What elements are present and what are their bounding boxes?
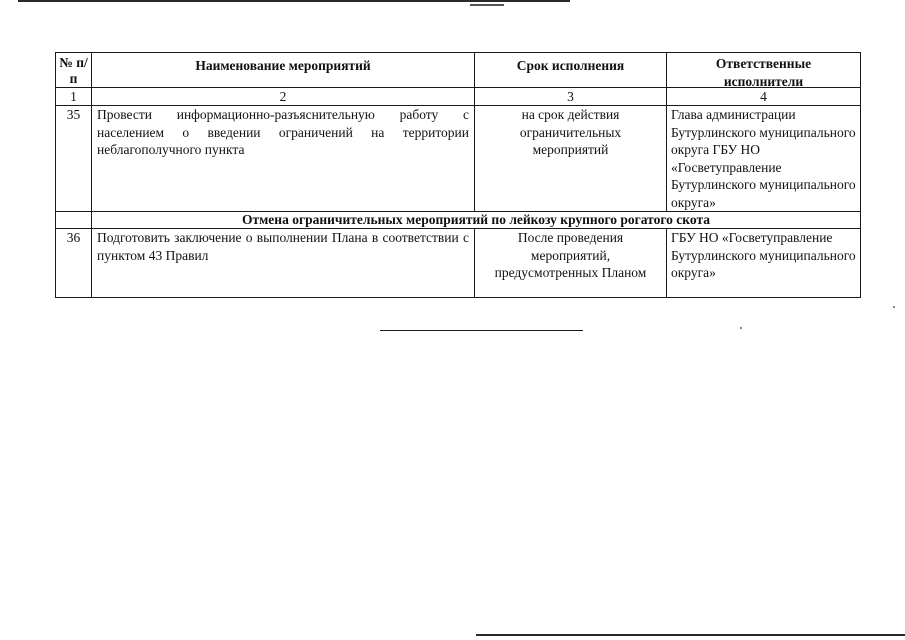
table-row-36-name: [91, 228, 475, 298]
plan-table: [56, 53, 861, 298]
scan-artifact-bottom: [476, 634, 905, 636]
scan-artifact-top: [18, 0, 570, 2]
row-number: 35: [66, 107, 81, 122]
header-term: [474, 52, 667, 88]
table-row-35-num: [55, 105, 92, 212]
header-name-label: Наименование мероприятий: [195, 58, 371, 73]
scan-speck: [740, 327, 742, 329]
scan-artifact-top-2: [470, 4, 504, 6]
row-term: После проведения мероприятий, предусмотренных Планом: [494, 230, 647, 280]
section-title-label: Отмена ограничительных мероприятий по лейкозу крупного рогатого скота: [241, 212, 711, 227]
row-responsible: Глава администрации Бутурлинского муниципального округа ГБУ НО «Госветуправление Бутурлинского муниципального округа»: [671, 107, 856, 210]
header-responsible-label: Ответственные исполнители: [715, 56, 812, 88]
section-title: [91, 211, 861, 229]
header-name: [91, 52, 475, 88]
header-term-label: Срок исполнения: [516, 58, 625, 73]
table-row-36-term: [474, 228, 667, 298]
colnum-2: [91, 87, 475, 106]
colnum-1: [55, 87, 92, 106]
colnum-3: [474, 87, 667, 106]
table-row-36-responsible: [666, 228, 861, 298]
end-of-document-line: [380, 330, 583, 331]
colnum-4: [666, 87, 861, 106]
row-number: 36: [66, 230, 81, 245]
row-responsible: ГБУ НО «Госветуправление Бутурлинского муниципального округа»: [671, 230, 856, 280]
header-num: [55, 52, 92, 88]
table-row-35-name: [91, 105, 475, 212]
colnum-3-label: 3: [567, 89, 574, 104]
table-row-35-term: [474, 105, 667, 212]
row-activity: Подготовить заключение о выполнении Плана в соответствии с пунктом 43 Правил: [97, 230, 469, 263]
header-responsible: [666, 52, 861, 88]
colnum-4-label: 4: [760, 89, 767, 104]
table-row-35-responsible: [666, 105, 861, 212]
header-num-label: № п/п: [59, 55, 88, 86]
colnum-1-label: 1: [70, 89, 77, 104]
row-term: на срок действия ограничительных мероприятий: [519, 107, 622, 157]
row-activity: Провести информационно-разъяснительную работу с населением о введении ограничений на территории неблагополучного пункта: [97, 107, 469, 157]
scan-speck: [893, 306, 895, 308]
section-row-num: [55, 211, 92, 229]
colnum-2-label: 2: [279, 89, 287, 104]
table-row-36-num: [55, 228, 92, 298]
